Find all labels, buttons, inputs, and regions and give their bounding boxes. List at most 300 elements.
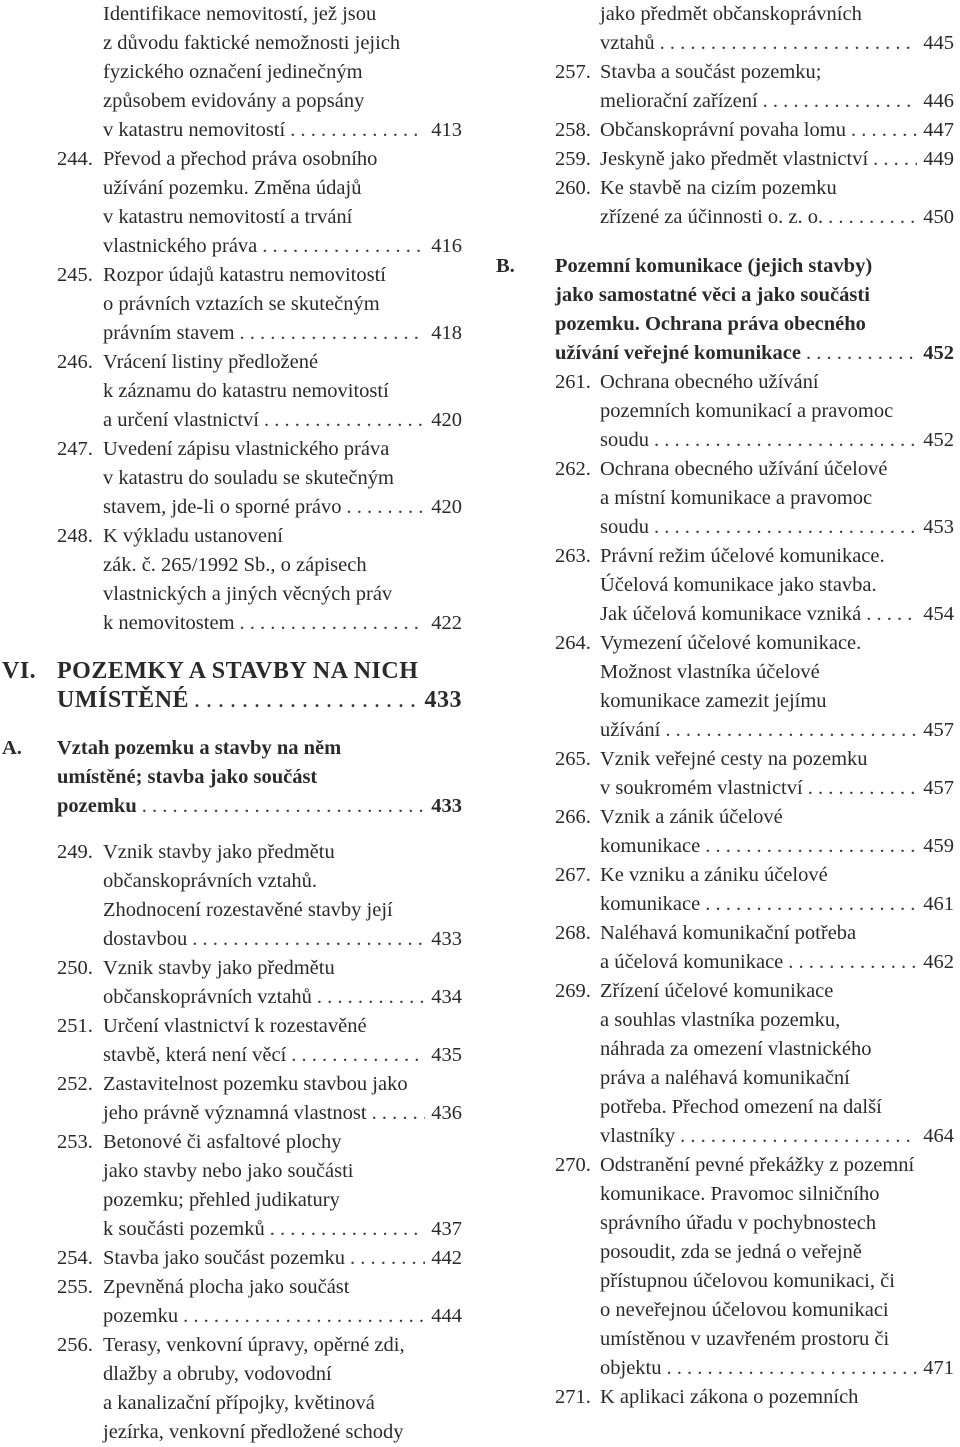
toc-entry-title: Ke stavbě na cizím pozemku: [600, 177, 837, 199]
toc-entry-title: jako samostatné věci a jako součásti: [555, 284, 870, 306]
toc-page-number: 450: [923, 206, 954, 228]
toc-dot-leader: [660, 29, 918, 58]
toc-page-number: 413: [431, 119, 462, 141]
toc-entry-text: [57, 686, 462, 715]
toc-entry-text: [103, 1360, 462, 1389]
toc-entry-text: [57, 792, 462, 821]
toc-entry: [0, 0, 470, 29]
toc-entry: [494, 339, 960, 368]
toc-entry-number: 259.: [555, 148, 591, 170]
toc-entry-number: 254.: [57, 1247, 93, 1269]
toc-page-number: 418: [431, 322, 462, 344]
toc-entry-text: [600, 571, 954, 600]
toc-entry: [0, 1012, 470, 1041]
toc-entry-title: o právních vztazích se skutečným: [103, 293, 380, 315]
toc-entry-title: Ke vzniku a zániku účelové: [600, 864, 828, 886]
toc-entry-number: 255.: [57, 1276, 93, 1298]
toc-entry: [0, 29, 470, 58]
toc-entry-text: [600, 600, 954, 629]
toc-page-number: 437: [431, 1218, 462, 1240]
toc-entry-number: 265.: [555, 748, 591, 770]
toc-entry-number: 264.: [555, 632, 591, 654]
toc-entry-title: vztahů: [600, 32, 655, 54]
toc-entry-text: [103, 896, 462, 925]
toc-entry-title: komunikace zamezit jejímu: [600, 690, 827, 712]
toc-entry-text: [555, 252, 954, 281]
toc-entry: [0, 609, 470, 638]
toc-entry-text: [57, 763, 462, 792]
toc-entry: [494, 948, 960, 977]
toc-entry-text: [600, 174, 954, 203]
toc-entry-text: [103, 174, 462, 203]
toc-entry-title: Účelová komunikace jako stavba.: [600, 574, 877, 596]
toc-entry-number: 269.: [555, 980, 591, 1002]
toc-entry-text: [600, 1267, 954, 1296]
toc-entry-text: [600, 977, 954, 1006]
toc-entry: [0, 232, 470, 261]
toc-entry: [494, 1354, 960, 1383]
toc-entry-text: [600, 145, 954, 174]
toc-entry-text: [600, 1035, 954, 1064]
toc-dot-leader: [665, 716, 917, 745]
toc-entry-text: [600, 948, 954, 977]
toc-entry: [494, 658, 960, 687]
toc-entry: [0, 954, 470, 983]
toc-page-number: 447: [923, 119, 954, 141]
toc-entry: [0, 435, 470, 464]
toc-entry: [0, 377, 470, 406]
toc-entry-title: Převod a přechod práva osobního: [103, 148, 378, 170]
toc-entry: [494, 1035, 960, 1064]
toc-page-number: 434: [431, 986, 462, 1008]
toc-entry-text: [103, 145, 462, 174]
toc-entry: [494, 629, 960, 658]
toc-entry-text: [103, 983, 462, 1012]
toc-entry-title: pozemních komunikací a pravomoc: [600, 400, 894, 422]
toc-entry-title: Jeskyně jako předmět vlastnictví: [600, 148, 869, 170]
toc-dot-leader: [851, 116, 917, 145]
toc-dot-leader: [262, 232, 425, 261]
toc-dot-leader: [654, 426, 917, 455]
toc-entry: [494, 977, 960, 1006]
toc-entry-number: 245.: [57, 264, 93, 286]
toc-entry-title: jeho právně významná vlastnost: [103, 1102, 367, 1124]
toc-entry-title: a místní komunikace a pravomoc: [600, 487, 873, 509]
toc-entry: [494, 1296, 960, 1325]
toc-dot-leader: [317, 983, 425, 1012]
toc-entry-title: Určení vlastnictví k rozestavěné: [103, 1015, 367, 1037]
toc-entry-text: [600, 890, 954, 919]
toc-dot-leader: [240, 319, 426, 348]
toc-entry-title: Zřízení účelové komunikace: [600, 980, 834, 1002]
toc-entry-title: z důvodu faktické nemožnosti jejich: [103, 32, 401, 54]
toc-entry-title: stavem, jde-li o sporné právo: [103, 496, 342, 518]
toc-entry-text: [103, 319, 462, 348]
toc-entry-number: VI.: [2, 658, 37, 684]
toc-entry-title: dlažby a obruby, vodovodní: [103, 1363, 332, 1385]
toc-entry: [494, 1180, 960, 1209]
toc-page-number: 453: [923, 516, 954, 538]
toc-entry-title: meliorační zařízení: [600, 90, 758, 112]
toc-entry-text: [103, 1157, 462, 1186]
toc-dot-leader: [372, 1099, 426, 1128]
toc-entry-title: Rozpor údajů katastru nemovitostí: [103, 264, 386, 286]
toc-entry-text: [600, 484, 954, 513]
toc-page-number: 457: [923, 777, 954, 799]
toc-entry: [0, 1070, 470, 1099]
toc-dot-leader: [788, 948, 917, 977]
toc-dot-leader: [291, 1041, 425, 1070]
toc-entry-title: Naléhavá komunikační potřeba: [600, 922, 857, 944]
toc-dot-leader: [705, 890, 917, 919]
toc-entry-number: 270.: [555, 1154, 591, 1176]
toc-entry-title: zřízené za účinnosti o. z. o.: [600, 206, 824, 228]
toc-entry: [0, 1331, 470, 1360]
toc-entry: [494, 1383, 960, 1412]
toc-entry-title: Vznik a zánik účelové: [600, 806, 783, 828]
toc-entry-title: náhrada za omezení vlastnického: [600, 1038, 872, 1060]
toc-entry-title: vlastnického práva: [103, 235, 258, 257]
toc-entry-number: 250.: [57, 957, 93, 979]
toc-entry-text: [600, 116, 954, 145]
toc-entry-title: občanskoprávních vztahů.: [103, 870, 318, 892]
toc-entry-text: [103, 954, 462, 983]
toc-page-number: 435: [431, 1044, 462, 1066]
toc-entry-text: [103, 290, 462, 319]
toc-page-number: 444: [431, 1305, 462, 1327]
toc-entry-title: umístěnou v uzavřeném prostoru či: [600, 1328, 890, 1350]
toc-entry: [494, 116, 960, 145]
toc-page-number: 452: [923, 342, 954, 364]
toc-dot-leader: [194, 686, 418, 715]
toc-dot-leader: [828, 203, 917, 232]
toc-entry: [494, 145, 960, 174]
toc-entry-title: Ochrana obecného užívání účelové: [600, 458, 888, 480]
toc-entry-text: [103, 1389, 462, 1418]
toc-dot-leader: [183, 1302, 425, 1331]
toc-entry: [0, 522, 470, 551]
toc-entry-title: Ochrana obecného užívání: [600, 371, 819, 393]
toc-entry: [494, 368, 960, 397]
toc-entry-text: [600, 658, 954, 687]
toc-entry-text: [103, 1099, 462, 1128]
toc-entry-text: [103, 1273, 462, 1302]
toc-entry-text: [600, 919, 954, 948]
toc-entry-number: 247.: [57, 438, 93, 460]
toc-dot-leader: [290, 116, 425, 145]
toc-entry: [0, 896, 470, 925]
toc-entry-text: [555, 281, 954, 310]
toc-entry-title: užívání veřejné komunikace: [555, 342, 801, 364]
toc-entry-text: [103, 1418, 462, 1447]
toc-entry-text: [103, 1012, 462, 1041]
toc-entry-title: užívání: [600, 719, 661, 741]
toc-entry-text: [103, 377, 462, 406]
toc-entry-title: Vrácení listiny předložené: [103, 351, 319, 373]
toc-entry: [494, 0, 960, 29]
toc-entry-text: [600, 774, 954, 803]
toc-entry-text: [600, 716, 954, 745]
toc-entry: [494, 455, 960, 484]
toc-entry-text: [57, 657, 462, 686]
toc-entry: [0, 838, 470, 867]
toc-entry: [494, 310, 960, 339]
toc-entry-number: 267.: [555, 864, 591, 886]
toc-entry: [494, 426, 960, 455]
toc-entry-title: v katastru do souladu se skutečným: [103, 467, 394, 489]
toc-entry: [0, 1157, 470, 1186]
toc-entry-text: [600, 397, 954, 426]
toc-page-number: 416: [431, 235, 462, 257]
toc-entry: [0, 1128, 470, 1157]
toc-entry: [494, 687, 960, 716]
toc-entry: [0, 87, 470, 116]
toc-entry-text: [103, 1186, 462, 1215]
toc-entry-title: pozemku; přehled judikatury: [103, 1189, 340, 1211]
toc-entry-number: 246.: [57, 351, 93, 373]
toc-entry-text: [600, 1180, 954, 1209]
toc-entry: [494, 774, 960, 803]
toc-entry-number: B.: [496, 255, 515, 277]
toc-page-number: 433: [424, 687, 462, 713]
toc-entry: [0, 1273, 470, 1302]
toc-entry: [0, 1389, 470, 1418]
toc-dot-leader: [808, 774, 918, 803]
toc-entry-text: [600, 745, 954, 774]
toc-entry: [0, 1418, 470, 1447]
toc-entry-text: [103, 867, 462, 896]
toc-page-number: 445: [923, 32, 954, 54]
toc-entry-title: zák. č. 265/1992 Sb., o zápisech: [103, 554, 367, 576]
toc-entry-title: pozemku: [103, 1305, 179, 1327]
toc-page-number: 457: [923, 719, 954, 741]
toc-entry-text: [103, 0, 462, 29]
toc-entry: [0, 58, 470, 87]
toc-entry-number: 251.: [57, 1015, 93, 1037]
toc-entry-title: jako předmět občanskoprávních: [600, 3, 862, 25]
toc-entry-title: v katastru nemovitostí a trvání: [103, 206, 353, 228]
toc-entry: [0, 290, 470, 319]
toc-entry-number: 248.: [57, 525, 93, 547]
toc-entry: [494, 542, 960, 571]
toc-entry-text: [600, 203, 954, 232]
toc-entry-title: Vymezení účelové komunikace.: [600, 632, 862, 654]
toc-entry: [494, 87, 960, 116]
toc-entry: [494, 1122, 960, 1151]
toc-entry-text: [600, 426, 954, 455]
toc-page-number: 454: [923, 603, 954, 625]
toc-entry: [494, 174, 960, 203]
toc-entry-number: 244.: [57, 148, 93, 170]
toc-entry-text: [600, 803, 954, 832]
toc-entry-title: Zhodnocení rozestavěné stavby její: [103, 899, 393, 921]
toc-entry: [0, 1041, 470, 1070]
toc-entry-title: k součásti pozemků: [103, 1218, 265, 1240]
toc-dot-leader: [350, 1244, 425, 1273]
toc-entry-number: A.: [2, 737, 22, 759]
toc-entry: [0, 657, 470, 686]
toc-entry-title: Právní režim účelové komunikace.: [600, 545, 885, 567]
toc-entry: [494, 1151, 960, 1180]
toc-entry: [0, 1244, 470, 1273]
toc-entry-text: [103, 1070, 462, 1099]
toc-entry-number: 262.: [555, 458, 591, 480]
toc-entry-title: občanskoprávních vztahů: [103, 986, 312, 1008]
toc-entry: [0, 203, 470, 232]
toc-entry-title: Stavba a součást pozemku;: [600, 61, 822, 83]
toc-entry-title: dostavbou: [103, 928, 188, 950]
toc-entry-text: [103, 406, 462, 435]
toc-entry: [494, 252, 960, 281]
toc-entry: [0, 464, 470, 493]
toc-entry-text: [600, 87, 954, 116]
toc-page-number: 452: [923, 429, 954, 451]
toc-entry-title: Odstranění pevné překážky z pozemní: [600, 1154, 915, 1176]
toc-entry-text: [103, 116, 462, 145]
toc-entry: [0, 763, 470, 792]
toc-dot-leader: [705, 832, 917, 861]
toc-entry-text: [600, 629, 954, 658]
toc-page-number: 446: [923, 90, 954, 112]
toc-page-number: 433: [431, 795, 462, 817]
toc-entry-title: právním stavem: [103, 322, 235, 344]
toc-page-number: 436: [431, 1102, 462, 1124]
toc-entry-text: [600, 1238, 954, 1267]
toc-entry-title: jezírka, venkovní předložené schody: [103, 1421, 404, 1443]
toc-entry-number: 253.: [57, 1131, 93, 1153]
toc-entry: [494, 1209, 960, 1238]
toc-entry: [0, 319, 470, 348]
toc-entry-title: K výkladu ustanovení: [103, 525, 283, 547]
toc-page-number: 471: [923, 1357, 954, 1379]
toc-entry-title: soudu: [600, 429, 649, 451]
toc-entry-text: [600, 1325, 954, 1354]
toc-entry-text: [555, 310, 954, 339]
toc-page-number: 422: [431, 612, 462, 634]
toc-entry-text: [103, 1128, 462, 1157]
toc-entry-title: komunikace. Pravomoc silničního: [600, 1183, 880, 1205]
toc-entry-text: [600, 58, 954, 87]
toc-entry: [0, 493, 470, 522]
toc-entry-text: [600, 1354, 954, 1383]
toc-dot-leader: [264, 406, 425, 435]
toc-entry: [0, 145, 470, 174]
toc-entry-text: [103, 1041, 462, 1070]
toc-entry: [494, 1064, 960, 1093]
toc-entry: [0, 406, 470, 435]
toc-entry-title: užívání pozemku. Změna údajů: [103, 177, 362, 199]
toc-entry-title: fyzického označení jedinečným: [103, 61, 363, 83]
toc-entry-title: potřeba. Přechod omezení na další: [600, 1096, 882, 1118]
toc-entry: [494, 397, 960, 426]
toc-entry-title: posoudit, zda se jedná o veřejně: [600, 1241, 862, 1263]
toc-page-number: 420: [431, 409, 462, 431]
toc-entry-title: a určení vlastnictví: [103, 409, 259, 431]
toc-entry: [494, 803, 960, 832]
toc-entry-title: o neveřejnou účelovou komunikaci: [600, 1299, 889, 1321]
toc-entry-number: 258.: [555, 119, 591, 141]
toc-dot-leader: [866, 600, 917, 629]
toc-entry: [494, 484, 960, 513]
toc-entry-text: [103, 925, 462, 954]
toc-entry: [0, 261, 470, 290]
toc-entry-title: UMÍSTĚNÉ: [57, 687, 190, 713]
toc-entry: [494, 513, 960, 542]
toc-entry: [494, 890, 960, 919]
toc-entry: [494, 1238, 960, 1267]
toc-entry-text: [600, 1383, 954, 1412]
toc-entry-title: Možnost vlastníka účelové: [600, 661, 820, 683]
toc-entry: [0, 686, 470, 715]
toc-entry-text: [103, 1215, 462, 1244]
toc-page-number: 442: [431, 1247, 462, 1269]
toc-entry: [494, 571, 960, 600]
toc-entry: [494, 832, 960, 861]
toc-page-number: 461: [923, 893, 954, 915]
toc-entry-number: 266.: [555, 806, 591, 828]
toc-entry: [494, 58, 960, 87]
toc-entry: [0, 348, 470, 377]
toc-entry-title: vlastníky: [600, 1125, 676, 1147]
toc-entry: [0, 1215, 470, 1244]
toc-entry-title: K aplikaci zákona o pozemních: [600, 1386, 859, 1408]
toc-entry: [494, 861, 960, 890]
toc-entry-text: [103, 232, 462, 261]
toc-entry-text: [103, 348, 462, 377]
toc-entry-text: [600, 455, 954, 484]
toc-entry-title: a účelová komunikace: [600, 951, 784, 973]
toc-entry-number: 256.: [57, 1334, 93, 1356]
toc-entry-text: [600, 687, 954, 716]
toc-entry-title: vlastnických a jiných věcných práv: [103, 583, 393, 605]
toc-entry-text: [103, 261, 462, 290]
toc-entry-number: 252.: [57, 1073, 93, 1095]
toc-entry: [494, 745, 960, 774]
toc-entry-title: a souhlas vlastníka pozemku,: [600, 1009, 841, 1031]
toc-entry-number: 271.: [555, 1386, 591, 1408]
toc-entry-text: [600, 1093, 954, 1122]
toc-entry-title: Stavba jako součást pozemku: [103, 1247, 345, 1269]
toc-entry-title: pozemku: [57, 795, 137, 817]
toc-entry-title: Vznik veřejné cesty na pozemku: [600, 748, 868, 770]
toc-dot-leader: [806, 339, 917, 368]
toc-entry-title: komunikace: [600, 893, 701, 915]
toc-entry-title: správního úřadu v pochybnostech: [600, 1212, 877, 1234]
toc-entry-title: stavbě, která není věcí: [103, 1044, 287, 1066]
toc-entry-text: [103, 1244, 462, 1273]
toc-entry: [0, 925, 470, 954]
toc-entry-title: Terasy, venkovní úpravy, opěrné zdi,: [103, 1334, 405, 1356]
toc-entry: [0, 734, 470, 763]
toc-entry: [494, 203, 960, 232]
toc-page-number: 462: [923, 951, 954, 973]
toc-dot-leader: [347, 493, 426, 522]
toc-entry-text: [57, 734, 462, 763]
toc-entry-title: Zastavitelnost pozemku stavbou jako: [103, 1073, 408, 1095]
toc-entry-number: 257.: [555, 61, 591, 83]
toc-entry-text: [103, 1302, 462, 1331]
toc-entry-number: 249.: [57, 841, 93, 863]
toc-entry: [0, 116, 470, 145]
toc-entry-text: [600, 1064, 954, 1093]
toc-entry-title: Jak účelová komunikace vzniká: [600, 603, 862, 625]
toc-entry-text: [103, 522, 462, 551]
toc-entry: [494, 919, 960, 948]
toc-entry-title: komunikace: [600, 835, 701, 857]
toc-entry: [0, 1186, 470, 1215]
toc-entry-title: Občanskoprávní povaha lomu: [600, 119, 846, 141]
toc-entry-text: [600, 542, 954, 571]
